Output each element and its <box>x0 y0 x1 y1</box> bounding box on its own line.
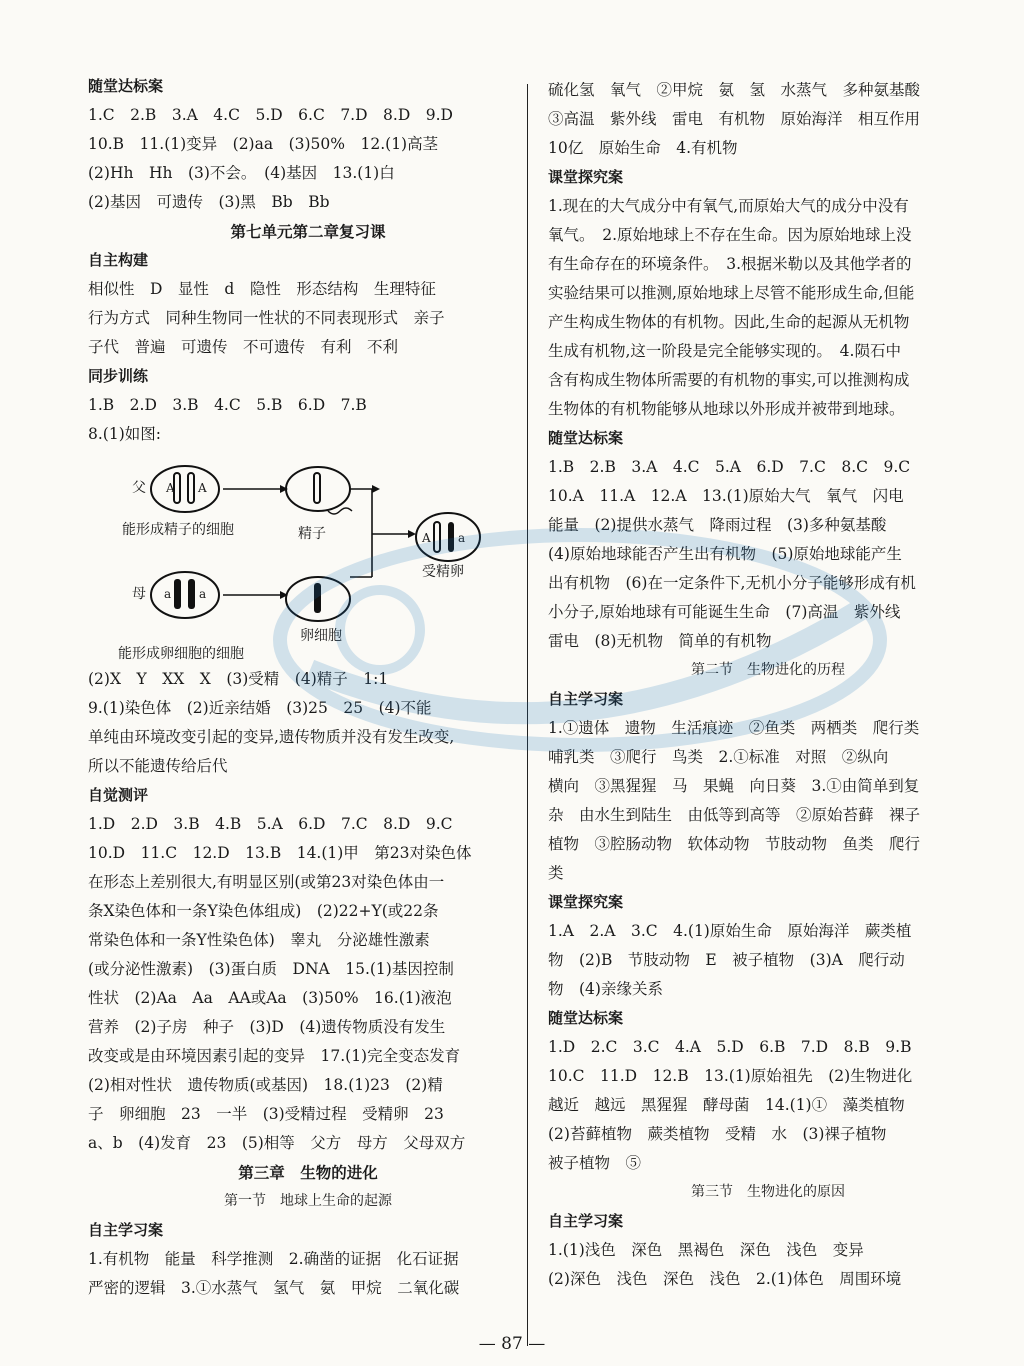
answer-line: 1.D 2.C 3.C 4.A 5.D 6.B 7.D 8.B 9.B <box>548 1038 912 1056</box>
answer-line: 杂 由水生到陆生 由低等到高等 ②原始苔藓 裸子 <box>548 806 921 824</box>
answer-line: 行为方式 同种生物同一性状的不同表现形式 亲子 <box>88 309 445 327</box>
section-heading: 课堂探究案 <box>548 168 624 186</box>
answer-line: 硫化氢 氧气 ②甲烷 氨 氢 水蒸气 多种氨基酸 <box>548 81 921 99</box>
answer-line: (2)Hh Hh (3)不会。 (4)基因 13.(1)白 <box>88 164 395 182</box>
section-heading: 自主学习案 <box>548 690 624 708</box>
answer-line: 被子植物 ⑤ <box>548 1154 642 1172</box>
answer-line: (或分泌性激素) (3)蛋白质 DNA 15.(1)基因控制 <box>88 960 454 978</box>
answer-line: 10亿 原始生命 4.有机物 <box>548 139 738 157</box>
answer-line: 1.有机物 能量 科学推测 2.确凿的证据 化石证据 <box>88 1250 459 1268</box>
section-title: 第二节 生物进化的历程 <box>691 662 845 678</box>
answer-line: (2)相对性状 遗传物质(或基因) 18.(1)23 (2)精 <box>88 1076 443 1094</box>
mother-label: 母 <box>132 586 146 602</box>
answer-line: 实验结果可以推测,原始地球上尽管不能形成生命,但能 <box>548 284 915 302</box>
answer-line: 性状 (2)Aa Aa AA或Aa (3)50% 16.(1)液泡 <box>88 989 452 1007</box>
answer-line: 类 <box>548 864 564 882</box>
page-number: — 87 — <box>478 1334 546 1354</box>
answer-line: 1.D 2.D 3.B 4.B 5.A 6.D 7.C 8.D 9.C <box>88 815 453 833</box>
answer-line: 所以不能遗传给后代 <box>88 757 228 775</box>
answer-line: (2)苔藓植物 蕨类植物 受精 水 (3)裸子植物 <box>548 1125 887 1143</box>
answer-line: 哺乳类 ③爬行 鸟类 2.①标准 对照 ②纵向 <box>548 748 889 766</box>
answer-line: 物 (2)B 节肢动物 E 被子植物 (3)A 爬行动 <box>548 951 905 969</box>
fertilization-diagram <box>88 449 528 665</box>
answer-line: 生成有机物,这一阶段是完全能够实现的。 4.陨石中 <box>548 342 901 360</box>
section-heading: 自觉测评 <box>88 786 149 804</box>
answer-line: 8.(1)如图: <box>88 425 161 443</box>
answer-line: 单纯由环境改变引起的变异,遗传物质并没有发生改变, <box>88 728 455 746</box>
allele-label: A <box>198 481 207 495</box>
answer-line: 氧气。 2.原始地球上不存在生命。因为原始地球上没 <box>548 226 912 244</box>
answer-line: 生物体的有机物能够从地球以外形成并被带到地球。 <box>548 400 905 418</box>
chapter-title: 第三章 生物的进化 <box>238 1163 378 1182</box>
answer-line: 1.①遗体 遗物 生活痕迹 ②鱼类 两栖类 爬行类 <box>548 719 920 737</box>
answer-line: 10.A 11.A 12.A 13.(1)原始大气 氧气 闪电 <box>548 487 904 505</box>
answer-line: 小分子,原始地球有可能诞生生命 (7)高温 紫外线 <box>548 603 901 621</box>
answer-line: 植物 ③腔肠动物 软体动物 节肢动物 鱼类 爬行 <box>548 835 921 853</box>
section-heading: 同步训练 <box>88 367 149 385</box>
egg-label: 卵细胞 <box>300 628 342 644</box>
father-label: 父 <box>132 480 146 496</box>
section-heading: 自主构建 <box>88 251 149 269</box>
sperm-forming-cell-label: 能形成精子的细胞 <box>122 522 234 538</box>
answer-line: 9.(1)染色体 (2)近亲结婚 (3)25 25 (4)不能 <box>88 699 432 717</box>
allele-label: A <box>166 481 175 495</box>
answer-line: 1.B 2.D 3.B 4.C 5.B 6.D 7.B <box>88 396 367 414</box>
egg-forming-cell-label: 能形成卵细胞的细胞 <box>118 646 244 662</box>
answer-line: (4)原始地球能否产生出有机物 (5)原始地球能产生 <box>548 545 902 563</box>
chapter-review-title: 第七单元第二章复习课 <box>230 222 386 241</box>
answer-line: 1.(1)浅色 深色 黑褐色 深色 浅色 变异 <box>548 1241 864 1259</box>
section-heading: 自主学习案 <box>88 1221 164 1239</box>
answer-line: a、b (4)发育 23 (5)相等 父方 母方 父母双方 <box>88 1134 466 1152</box>
answer-line: 10.C 11.D 12.B 13.(1)原始祖先 (2)生物进化 <box>548 1067 913 1085</box>
section-heading: 随堂达标案 <box>88 77 164 95</box>
father-cell-shape <box>151 466 219 512</box>
section-heading: 随堂达标案 <box>548 429 624 447</box>
allele-label: a <box>199 587 207 601</box>
section-heading: 随堂达标案 <box>548 1009 624 1027</box>
answer-line: 条X染色体和一条Y染色体组成) (2)22+Y(或22条 <box>88 902 439 920</box>
left-column <box>88 72 528 1303</box>
zygote-label: 受精卵 <box>422 564 464 580</box>
answer-line: 相似性 D 显性 d 隐性 形态结构 生理特征 <box>88 280 436 298</box>
answer-line: 1.A 2.A 3.C 4.(1)原始生命 原始海洋 蕨类植 <box>548 922 912 940</box>
section-heading: 自主学习案 <box>548 1212 624 1230</box>
answer-line: 子 卵细胞 23 一半 (3)受精过程 受精卵 23 <box>88 1105 444 1123</box>
answer-line: (2)深色 浅色 深色 浅色 2.(1)体色 周围环境 <box>548 1270 902 1288</box>
answer-line: 含有构成生物体所需要的有机物的事实,可以推测构成 <box>548 371 910 389</box>
mother-cell-shape <box>151 572 219 618</box>
allele-label: a <box>164 587 172 601</box>
answer-line: (2)X Y XX X (3)受精 (4)精子 1:1 <box>88 670 389 688</box>
answer-line: 出有机物 (6)在一定条件下,无机小分子能够形成有机 <box>548 574 916 592</box>
answer-line: 1.现在的大气成分中有氧气,而原始大气的成分中没有 <box>548 197 909 215</box>
answer-line: 越近 越远 黑猩猩 酵母菌 14.(1)① 藻类植物 <box>548 1096 905 1114</box>
answer-line: 物 (4)亲缘关系 <box>548 980 663 998</box>
answer-line: 1.C 2.B 3.A 4.C 5.D 6.C 7.D 8.D 9.D <box>88 106 453 124</box>
section-heading: 课堂探究案 <box>548 893 624 911</box>
answer-line: 常染色体和一条Y性染色体) 睾丸 分泌雄性激素 <box>88 931 430 949</box>
answer-line: ③高温 紫外线 雷电 有机物 原始海洋 相互作用 <box>548 110 921 128</box>
answer-line: 产生构成生物体的有机物。因此,生命的起源从无机物 <box>548 313 910 331</box>
section-title: 第一节 地球上生命的起源 <box>224 1193 392 1209</box>
answer-line: 严密的逻辑 3.①水蒸气 氢气 氨 甲烷 二氧化碳 <box>88 1279 460 1297</box>
right-column <box>548 76 988 1294</box>
allele-label: a <box>458 531 466 545</box>
answer-line: 改变或是由环境因素引起的变异 17.(1)完全变态发育 <box>88 1047 461 1065</box>
answer-line: 营养 (2)子房 种子 (3)D (4)遗传物质没有发生 <box>88 1018 446 1036</box>
answer-line: (2)基因 可遗传 (3)黑 Bb Bb <box>88 193 330 211</box>
answer-line: 子代 普遍 可遗传 不可遗传 有利 不利 <box>88 338 399 356</box>
answer-line: 有生命存在的环境条件。 3.根据米勒以及其他学者的 <box>548 255 912 273</box>
answer-line: 1.B 2.B 3.A 4.C 5.A 6.D 7.C 8.C 9.C <box>548 458 911 476</box>
answer-line: 10.B 11.(1)变异 (2)aa (3)50% 12.(1)高茎 <box>88 135 439 153</box>
allele-label: A <box>422 531 431 545</box>
answer-line: 10.D 11.C 12.D 13.B 14.(1)甲 第23对染色体 <box>88 844 472 862</box>
answer-line: 在形态上差别很大,有明显区别(或第23对染色体由一 <box>88 873 445 891</box>
answer-line: 横向 ③黑猩猩 马 果蝇 向日葵 3.①由简单到复 <box>548 777 920 795</box>
answer-line: 雷电 (8)无机物 简单的有机物 <box>548 632 772 650</box>
section-title: 第三节 生物进化的原因 <box>691 1184 845 1200</box>
sperm-label: 精子 <box>298 526 326 542</box>
answer-line: 能量 (2)提供水蒸气 降雨过程 (3)多种氨基酸 <box>548 516 887 534</box>
